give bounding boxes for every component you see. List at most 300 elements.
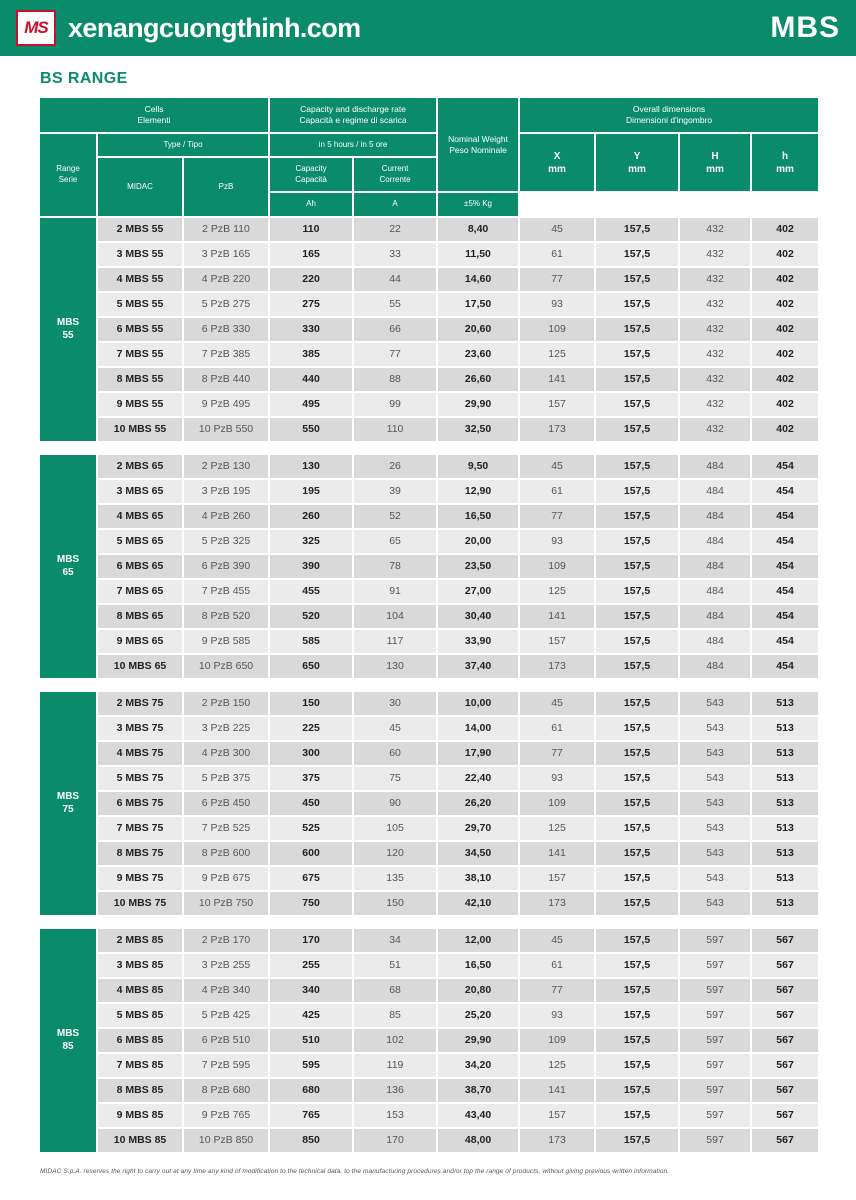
cell-dim-x: 173 — [519, 891, 595, 916]
header-hours: in 5 hours / in 5 ore — [269, 133, 437, 157]
table-head — [39, 97, 819, 217]
cell-weight-kg: 12,90 — [437, 479, 519, 504]
cell-pzb: 5 PzB 275 — [183, 292, 269, 317]
cell-weight-kg: 30,40 — [437, 604, 519, 629]
cell-current-a: 52 — [353, 504, 437, 529]
header-x-letter: X — [553, 150, 561, 162]
page-header — [0, 0, 856, 56]
cell-dim-h-lower: 567 — [751, 1078, 819, 1103]
group-spacer-cell — [39, 916, 819, 928]
cell-dim-x: 109 — [519, 554, 595, 579]
header-current — [353, 157, 437, 192]
cell-midac: 5 MBS 55 — [97, 292, 183, 317]
cell-current-a: 22 — [353, 217, 437, 242]
cell-dim-x: 61 — [519, 242, 595, 267]
cell-dim-x: 141 — [519, 367, 595, 392]
header-range-it: Serie — [58, 174, 78, 184]
cell-dim-h-upper: 597 — [679, 1103, 751, 1128]
cell-dim-h-lower: 454 — [751, 579, 819, 604]
cell-dim-y: 157,5 — [595, 1128, 679, 1153]
cell-current-a: 44 — [353, 267, 437, 292]
cell-current-a: 68 — [353, 978, 437, 1003]
cell-weight-kg: 29,90 — [437, 392, 519, 417]
header-capacity-col-en: Capacity — [295, 164, 327, 174]
cell-capacity-ah: 170 — [269, 928, 353, 953]
cell-dim-x: 173 — [519, 1128, 595, 1153]
cell-current-a: 88 — [353, 367, 437, 392]
cell-current-a: 45 — [353, 716, 437, 741]
table-row — [39, 654, 819, 679]
cell-capacity-ah: 600 — [269, 841, 353, 866]
range-cell-line: 55 — [62, 330, 74, 342]
cell-dim-y: 157,5 — [595, 891, 679, 916]
cell-midac: 3 MBS 55 — [97, 242, 183, 267]
cell-dim-x: 141 — [519, 841, 595, 866]
table-row — [39, 317, 819, 342]
cell-dim-h-upper: 543 — [679, 716, 751, 741]
cell-current-a: 34 — [353, 928, 437, 953]
cell-current-a: 104 — [353, 604, 437, 629]
table-row — [39, 928, 819, 953]
cell-capacity-ah: 525 — [269, 816, 353, 841]
cell-pzb: 9 PzB 585 — [183, 629, 269, 654]
cell-dim-x: 77 — [519, 741, 595, 766]
cell-current-a: 99 — [353, 392, 437, 417]
cell-weight-kg: 26,60 — [437, 367, 519, 392]
cell-dim-x: 125 — [519, 579, 595, 604]
table-row — [39, 1053, 819, 1078]
cell-weight-kg: 17,50 — [437, 292, 519, 317]
cell-dim-x: 109 — [519, 317, 595, 342]
cell-dim-x: 61 — [519, 716, 595, 741]
cell-dim-h-upper: 432 — [679, 267, 751, 292]
cell-dim-h-lower: 454 — [751, 654, 819, 679]
cell-current-a: 77 — [353, 342, 437, 367]
table-row — [39, 529, 819, 554]
cell-dim-y: 157,5 — [595, 816, 679, 841]
header-pzb: PzB — [183, 157, 269, 216]
cell-dim-h-upper: 484 — [679, 604, 751, 629]
table-row — [39, 766, 819, 791]
cell-capacity-ah: 165 — [269, 242, 353, 267]
cell-current-a: 66 — [353, 317, 437, 342]
cell-capacity-ah: 520 — [269, 604, 353, 629]
cell-midac: 8 MBS 75 — [97, 841, 183, 866]
cell-dim-y: 157,5 — [595, 741, 679, 766]
cell-dim-h-lower: 402 — [751, 367, 819, 392]
cell-weight-kg: 37,40 — [437, 654, 519, 679]
cell-weight-kg: 23,50 — [437, 554, 519, 579]
header-range — [39, 133, 97, 217]
title-bar — [0, 56, 856, 96]
cell-weight-kg: 33,90 — [437, 629, 519, 654]
cell-dim-x: 141 — [519, 1078, 595, 1103]
cell-dim-y: 157,5 — [595, 217, 679, 242]
cell-capacity-ah: 650 — [269, 654, 353, 679]
range-cell — [39, 691, 97, 916]
cell-capacity-ah: 850 — [269, 1128, 353, 1153]
cell-dim-h-lower: 402 — [751, 417, 819, 442]
header-h-lower-unit: mm — [776, 163, 794, 175]
table-row — [39, 417, 819, 442]
cell-current-a: 33 — [353, 242, 437, 267]
table-row — [39, 891, 819, 916]
cell-capacity-ah: 550 — [269, 417, 353, 442]
cell-dim-x: 141 — [519, 604, 595, 629]
cell-dim-h-upper: 484 — [679, 579, 751, 604]
header-dims-it: Dimensioni d'ingombro — [625, 115, 713, 126]
cell-current-a: 75 — [353, 766, 437, 791]
cell-dim-y: 157,5 — [595, 691, 679, 716]
cell-dim-h-upper: 484 — [679, 454, 751, 479]
cell-pzb: 4 PzB 340 — [183, 978, 269, 1003]
cell-current-a: 51 — [353, 953, 437, 978]
brand-name: MBS — [770, 11, 840, 44]
cell-dim-h-upper: 432 — [679, 217, 751, 242]
cell-pzb: 7 PzB 455 — [183, 579, 269, 604]
header-cells-en: Cells — [144, 104, 164, 114]
cell-dim-h-upper: 597 — [679, 1053, 751, 1078]
cell-pzb: 5 PzB 425 — [183, 1003, 269, 1028]
header-y — [595, 133, 679, 192]
header-capacity-group — [269, 97, 437, 133]
cell-dim-h-upper: 597 — [679, 1078, 751, 1103]
cell-capacity-ah: 275 — [269, 292, 353, 317]
header-weight-it: Peso Nominale — [449, 144, 507, 155]
cell-dim-y: 157,5 — [595, 479, 679, 504]
header-h-upper-unit: mm — [706, 163, 724, 175]
cell-capacity-ah: 450 — [269, 791, 353, 816]
cell-current-a: 119 — [353, 1053, 437, 1078]
cell-midac: 4 MBS 55 — [97, 267, 183, 292]
cell-midac: 10 MBS 55 — [97, 417, 183, 442]
cell-dim-h-lower: 513 — [751, 791, 819, 816]
cell-pzb: 3 PzB 255 — [183, 953, 269, 978]
cell-midac: 7 MBS 85 — [97, 1053, 183, 1078]
range-cell — [39, 454, 97, 679]
cell-dim-h-lower: 567 — [751, 928, 819, 953]
cell-pzb: 10 PzB 550 — [183, 417, 269, 442]
table-row — [39, 741, 819, 766]
cell-dim-y: 157,5 — [595, 953, 679, 978]
cell-capacity-ah: 750 — [269, 891, 353, 916]
header-row-2 — [39, 133, 819, 157]
cell-capacity-ah: 585 — [269, 629, 353, 654]
cell-dim-x: 125 — [519, 1053, 595, 1078]
cell-pzb: 4 PzB 220 — [183, 267, 269, 292]
cell-dim-y: 157,5 — [595, 242, 679, 267]
cell-current-a: 39 — [353, 479, 437, 504]
cell-current-a: 130 — [353, 654, 437, 679]
cell-midac: 5 MBS 75 — [97, 766, 183, 791]
midac-logo — [16, 10, 56, 46]
cell-capacity-ah: 150 — [269, 691, 353, 716]
table-row — [39, 579, 819, 604]
cell-weight-kg: 42,10 — [437, 891, 519, 916]
cell-current-a: 78 — [353, 554, 437, 579]
cell-midac: 2 MBS 85 — [97, 928, 183, 953]
cell-current-a: 117 — [353, 629, 437, 654]
cell-capacity-ah: 495 — [269, 392, 353, 417]
range-cell-line: 65 — [62, 567, 74, 579]
table-row — [39, 629, 819, 654]
cell-current-a: 170 — [353, 1128, 437, 1153]
cell-midac: 3 MBS 65 — [97, 479, 183, 504]
header-current-col-en: Current — [381, 164, 409, 174]
cell-capacity-ah: 425 — [269, 1003, 353, 1028]
cell-dim-x: 45 — [519, 691, 595, 716]
table-row — [39, 1028, 819, 1053]
cell-dim-h-lower: 454 — [751, 504, 819, 529]
range-cell — [39, 928, 97, 1153]
cell-dim-y: 157,5 — [595, 292, 679, 317]
cell-dim-h-upper: 432 — [679, 367, 751, 392]
cell-dim-x: 93 — [519, 529, 595, 554]
range-cell-line: MBS — [56, 553, 80, 565]
table-row — [39, 1078, 819, 1103]
cell-dim-h-lower: 402 — [751, 242, 819, 267]
cell-current-a: 110 — [353, 417, 437, 442]
cell-current-a: 91 — [353, 579, 437, 604]
cell-dim-h-lower: 567 — [751, 1028, 819, 1053]
header-unit-ah: Ah — [269, 192, 353, 216]
cell-midac: 3 MBS 75 — [97, 716, 183, 741]
cell-capacity-ah: 330 — [269, 317, 353, 342]
cell-capacity-ah: 385 — [269, 342, 353, 367]
group-spacer — [39, 442, 819, 454]
cell-pzb: 6 PzB 450 — [183, 791, 269, 816]
table-row — [39, 217, 819, 242]
header-h-lower — [751, 133, 819, 192]
table-row — [39, 1003, 819, 1028]
table-row — [39, 978, 819, 1003]
header-type: Type / Tipo — [97, 133, 269, 157]
cell-weight-kg: 20,00 — [437, 529, 519, 554]
table-row — [39, 267, 819, 292]
cell-dim-y: 157,5 — [595, 1003, 679, 1028]
cell-dim-h-upper: 597 — [679, 953, 751, 978]
cell-dim-h-upper: 597 — [679, 1028, 751, 1053]
header-capacity-en: Capacity and discharge rate — [300, 104, 406, 114]
table-row — [39, 716, 819, 741]
cell-weight-kg: 29,70 — [437, 816, 519, 841]
header-h-lower-letter: h — [781, 150, 789, 162]
cell-dim-h-upper: 543 — [679, 866, 751, 891]
cell-dim-x: 157 — [519, 392, 595, 417]
cell-dim-y: 157,5 — [595, 766, 679, 791]
spec-table-container — [0, 96, 856, 1154]
cell-dim-y: 157,5 — [595, 504, 679, 529]
cell-dim-h-lower: 402 — [751, 317, 819, 342]
cell-midac: 7 MBS 75 — [97, 816, 183, 841]
cell-capacity-ah: 325 — [269, 529, 353, 554]
cell-pzb: 10 PzB 850 — [183, 1128, 269, 1153]
cell-capacity-ah: 130 — [269, 454, 353, 479]
cell-midac: 10 MBS 65 — [97, 654, 183, 679]
cell-dim-h-lower: 567 — [751, 1053, 819, 1078]
cell-dim-x: 45 — [519, 928, 595, 953]
table-row — [39, 504, 819, 529]
table-row — [39, 292, 819, 317]
cell-weight-kg: 9,50 — [437, 454, 519, 479]
cell-dim-y: 157,5 — [595, 716, 679, 741]
cell-dim-x: 125 — [519, 816, 595, 841]
cell-weight-kg: 38,70 — [437, 1078, 519, 1103]
cell-midac: 4 MBS 75 — [97, 741, 183, 766]
cell-dim-h-upper: 432 — [679, 342, 751, 367]
cell-dim-y: 157,5 — [595, 978, 679, 1003]
cell-current-a: 85 — [353, 1003, 437, 1028]
cell-dim-h-lower: 402 — [751, 267, 819, 292]
cell-pzb: 8 PzB 440 — [183, 367, 269, 392]
cell-dim-y: 157,5 — [595, 654, 679, 679]
cell-dim-y: 157,5 — [595, 392, 679, 417]
cell-dim-y: 157,5 — [595, 1103, 679, 1128]
header-weight-en: Nominal Weight — [448, 133, 508, 144]
table-row — [39, 1128, 819, 1153]
cell-dim-h-upper: 484 — [679, 554, 751, 579]
cell-dim-y: 157,5 — [595, 841, 679, 866]
header-y-letter: Y — [633, 150, 641, 162]
cell-weight-kg: 27,00 — [437, 579, 519, 604]
cell-dim-h-upper: 484 — [679, 504, 751, 529]
header-unit-kg: ±5% Kg — [437, 192, 519, 216]
table-row — [39, 392, 819, 417]
cell-pzb: 10 PzB 650 — [183, 654, 269, 679]
cell-dim-h-upper: 432 — [679, 392, 751, 417]
cell-midac: 4 MBS 85 — [97, 978, 183, 1003]
cell-dim-x: 77 — [519, 504, 595, 529]
cell-dim-x: 45 — [519, 454, 595, 479]
cell-dim-y: 157,5 — [595, 579, 679, 604]
header-capacity — [269, 157, 353, 192]
cell-capacity-ah: 675 — [269, 866, 353, 891]
cell-dim-h-lower: 513 — [751, 741, 819, 766]
cell-capacity-ah: 225 — [269, 716, 353, 741]
site-name: xenangcuongthinh.com — [68, 12, 361, 43]
cell-pzb: 6 PzB 510 — [183, 1028, 269, 1053]
logo-text: MS — [24, 18, 48, 37]
table-row — [39, 342, 819, 367]
cell-capacity-ah: 765 — [269, 1103, 353, 1128]
header-x-unit: mm — [548, 163, 566, 175]
cell-dim-y: 157,5 — [595, 1053, 679, 1078]
cell-dim-h-upper: 543 — [679, 891, 751, 916]
cell-current-a: 26 — [353, 454, 437, 479]
cell-dim-x: 93 — [519, 292, 595, 317]
header-range-en: Range — [56, 164, 80, 174]
cell-midac: 6 MBS 55 — [97, 317, 183, 342]
cell-dim-x: 173 — [519, 417, 595, 442]
header-row-1 — [39, 97, 819, 133]
range-cell-line: MBS — [56, 790, 80, 802]
cell-current-a: 65 — [353, 529, 437, 554]
cell-dim-h-lower: 454 — [751, 629, 819, 654]
cell-pzb: 8 PzB 680 — [183, 1078, 269, 1103]
cell-pzb: 4 PzB 260 — [183, 504, 269, 529]
cell-midac: 8 MBS 65 — [97, 604, 183, 629]
cell-dim-y: 157,5 — [595, 554, 679, 579]
cell-pzb: 10 PzB 750 — [183, 891, 269, 916]
table-row — [39, 367, 819, 392]
table-row — [39, 604, 819, 629]
cell-dim-h-upper: 543 — [679, 841, 751, 866]
cell-capacity-ah: 195 — [269, 479, 353, 504]
table-row — [39, 841, 819, 866]
cell-weight-kg: 34,20 — [437, 1053, 519, 1078]
cell-dim-x: 45 — [519, 217, 595, 242]
cell-pzb: 9 PzB 765 — [183, 1103, 269, 1128]
cell-pzb: 7 PzB 385 — [183, 342, 269, 367]
cell-dim-h-upper: 543 — [679, 766, 751, 791]
cell-dim-h-lower: 402 — [751, 292, 819, 317]
table-row — [39, 1103, 819, 1128]
cell-dim-h-lower: 567 — [751, 1128, 819, 1153]
header-cells-it: Elementi — [137, 115, 171, 126]
cell-dim-h-lower: 513 — [751, 891, 819, 916]
cell-current-a: 150 — [353, 891, 437, 916]
cell-pzb: 3 PzB 165 — [183, 242, 269, 267]
spec-table — [38, 96, 820, 1154]
cell-weight-kg: 25,20 — [437, 1003, 519, 1028]
cell-pzb: 3 PzB 225 — [183, 716, 269, 741]
cell-dim-h-upper: 543 — [679, 816, 751, 841]
header-capacity-col-it: Capacità — [295, 174, 327, 184]
cell-current-a: 30 — [353, 691, 437, 716]
cell-midac: 4 MBS 65 — [97, 504, 183, 529]
cell-dim-x: 157 — [519, 866, 595, 891]
table-row — [39, 866, 819, 891]
cell-midac: 2 MBS 75 — [97, 691, 183, 716]
cell-current-a: 135 — [353, 866, 437, 891]
cell-weight-kg: 48,00 — [437, 1128, 519, 1153]
cell-dim-h-lower: 402 — [751, 342, 819, 367]
cell-dim-x: 157 — [519, 1103, 595, 1128]
cell-capacity-ah: 375 — [269, 766, 353, 791]
cell-midac: 10 MBS 75 — [97, 891, 183, 916]
cell-pzb: 5 PzB 325 — [183, 529, 269, 554]
group-spacer-cell — [39, 679, 819, 691]
cell-midac: 7 MBS 55 — [97, 342, 183, 367]
cell-midac: 8 MBS 55 — [97, 367, 183, 392]
cell-capacity-ah: 680 — [269, 1078, 353, 1103]
cell-dim-h-lower: 454 — [751, 554, 819, 579]
cell-weight-kg: 23,60 — [437, 342, 519, 367]
cell-dim-h-upper: 597 — [679, 1128, 751, 1153]
cell-dim-x: 173 — [519, 654, 595, 679]
cell-midac: 6 MBS 65 — [97, 554, 183, 579]
cell-dim-h-lower: 567 — [751, 1003, 819, 1028]
table-row — [39, 454, 819, 479]
cell-weight-kg: 17,90 — [437, 741, 519, 766]
cell-weight-kg: 20,60 — [437, 317, 519, 342]
page-title: BS RANGE — [40, 70, 128, 87]
cell-dim-h-lower: 402 — [751, 217, 819, 242]
table-row — [39, 242, 819, 267]
cell-pzb: 3 PzB 195 — [183, 479, 269, 504]
cell-weight-kg: 26,20 — [437, 791, 519, 816]
cell-dim-y: 157,5 — [595, 317, 679, 342]
cell-weight-kg: 14,60 — [437, 267, 519, 292]
cell-dim-h-upper: 432 — [679, 292, 751, 317]
cell-weight-kg: 10,00 — [437, 691, 519, 716]
cell-dim-y: 157,5 — [595, 367, 679, 392]
cell-pzb: 2 PzB 170 — [183, 928, 269, 953]
cell-dim-h-upper: 432 — [679, 417, 751, 442]
cell-current-a: 60 — [353, 741, 437, 766]
cell-midac: 3 MBS 85 — [97, 953, 183, 978]
cell-dim-h-lower: 567 — [751, 1103, 819, 1128]
